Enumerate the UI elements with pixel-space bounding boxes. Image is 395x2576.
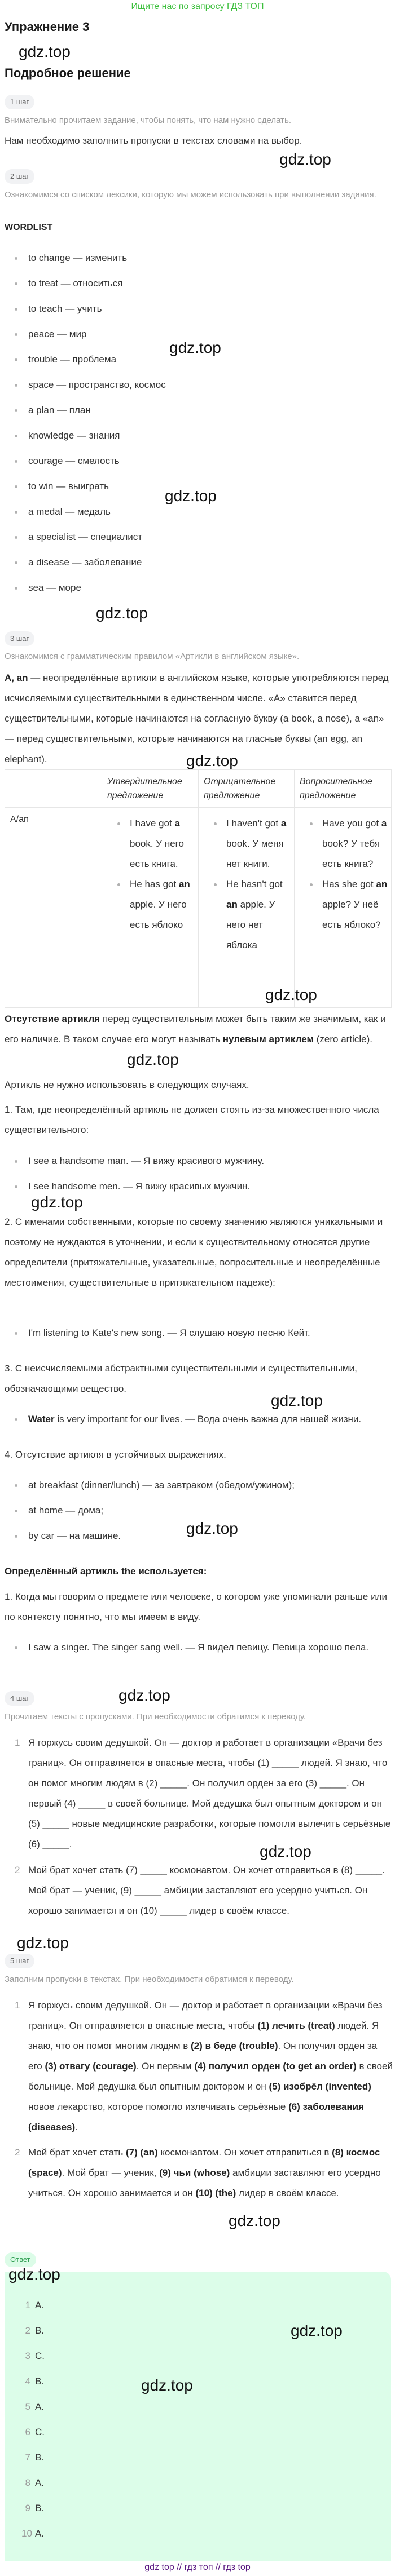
text-segment: book. У него есть книга. <box>130 838 184 869</box>
text-segment: apple. У него есть яблоко <box>130 899 187 930</box>
table-cell <box>295 808 392 1008</box>
item-number: 2 <box>15 1865 20 1875</box>
text-segment: Have you got <box>322 818 381 829</box>
bold-text: a <box>174 818 180 829</box>
watermark: gdz.top <box>265 986 317 1003</box>
bold-text: (10) (the) <box>195 2188 236 2198</box>
answer-number: 10 <box>21 2528 32 2539</box>
item-number: 1 <box>15 2000 20 2011</box>
answer-box <box>5 2272 391 2561</box>
no-article-case-3: 3. С неисчисляемыми абстрактными существительными и существительными, обозначающими вещество. <box>5 1363 357 1394</box>
example-item: I see a handsome man. — Я вижу красивого мужчину. <box>5 1151 393 1171</box>
bold-text: (1) лечить (treat) <box>257 2020 335 2031</box>
item-number: 1 <box>15 1737 20 1748</box>
watermark: gdz.top <box>229 2212 280 2229</box>
example-item: at breakfast (dinner/lunch) — за завтраком (обедом/ужином); <box>5 1475 393 1495</box>
bold-text: a <box>381 818 387 829</box>
watermark: gdz.top <box>118 1687 170 1704</box>
answer-value: B. <box>35 2503 45 2513</box>
example-item <box>322 874 391 935</box>
text-segment: apple? У неё есть яблоко? <box>322 899 381 930</box>
example-item <box>226 813 294 874</box>
answer-value: C. <box>35 2427 45 2437</box>
gap-text: Мой брат хочет стать (7) _____ космонавтом. Он хочет отправиться в (8) _____. Мой брат — ученик, (9) _____ амбиции заставляют его усердно учиться. Он хорошо занимается и он (10) _____ лидер в своём классе. <box>28 1865 385 1916</box>
wordlist-item: knowledge — знания <box>5 426 393 446</box>
gap-text-2 <box>5 1860 393 1921</box>
text-segment: перед существительным может быть таким же значимым, как и его наличие. В таком случае его могут называть <box>5 1013 386 1044</box>
gap-text-1 <box>5 1733 393 1854</box>
answer-value: B. <box>35 2325 45 2336</box>
step-5-hint: Заполним пропуски в текстах. При необходимости обратимся к переводу. <box>5 1975 294 1984</box>
footer-links[interactable]: gdz top // гдз топ // гдз top <box>144 2562 251 2572</box>
watermark: gdz.top <box>271 1392 323 1409</box>
step-1-hint: Внимательно прочитаем задание, чтобы понять, что нам нужно сделать. <box>5 116 292 125</box>
example-item: I'm listening to Kate's new song. — Я слушаю новую песню Кейт. <box>5 1323 393 1343</box>
text-segment: He hasn't got <box>226 879 283 889</box>
wordlist-heading: WORDLIST <box>5 223 53 232</box>
bold-text: (5) изобрёл (invented) <box>269 2081 371 2092</box>
answer-value: C. <box>35 2351 45 2361</box>
watermark: gdz.top <box>165 487 217 504</box>
search-banner[interactable]: Ищите нас по запросу ГДЗ ТОП <box>131 2 264 11</box>
answer-item <box>21 2321 44 2341</box>
answer-number: 7 <box>25 2452 30 2463</box>
wordlist-item: a disease — заболевание <box>5 552 393 573</box>
step-5-badge: 5 шаг <box>5 1954 34 1968</box>
bold-text: (3) отвагу (courage) <box>45 2061 137 2072</box>
watermark: gdz.top <box>186 1520 238 1537</box>
text-segment: book. У меня нет книги. <box>226 838 284 869</box>
text-segment: is very important for our lives. — Вода очень важна для нашей жизни. <box>54 1414 362 1424</box>
watermark: gdz.top <box>260 1843 311 1860</box>
articles-table <box>5 769 392 1008</box>
answer-item <box>21 2346 45 2366</box>
bold-text: A, an <box>5 672 28 683</box>
table-header: Утвердительное предложение <box>102 770 199 808</box>
answer-value: A. <box>35 2477 45 2488</box>
table-row-label: A/an <box>5 808 102 1008</box>
example-item <box>5 1409 393 1429</box>
bold-text: нулевым артиклем <box>222 1034 314 1044</box>
answer-item <box>21 2397 44 2417</box>
answer-number: 5 <box>25 2401 30 2412</box>
watermark: gdz.top <box>279 151 331 168</box>
example-item <box>130 813 198 874</box>
example-item: by car — на машине. <box>5 1526 393 1546</box>
watermark: gdz.top <box>19 43 71 60</box>
text-segment: . Он первым <box>136 2061 195 2072</box>
text-segment: людей. Я знаю, что он помог многим людям в <box>28 2020 379 2051</box>
filled-text <box>28 2147 381 2198</box>
wordlist-item: sea — море <box>5 578 393 598</box>
step-2-hint: Ознакомимся со списком лексики, которую мы можем использовать при выполнении задания. <box>5 190 376 200</box>
watermark: gdz.top <box>169 339 221 356</box>
text-segment: Я горжусь своим дедушкой. Он — доктор и работает в организации «Врачи без границ». Он отправляется в опасные места, чтобы <box>28 2000 383 2031</box>
step-1-badge: 1 шаг <box>5 95 34 109</box>
text-segment: новое лекарство, которое помогло излечивать серьёзные <box>28 2101 289 2112</box>
bold-text: (9) чьи (whose) <box>159 2167 230 2178</box>
watermark: gdz.top <box>291 2322 343 2339</box>
wordlist-item: peace — мир <box>5 324 393 344</box>
text-segment: лидер в своём классе. <box>236 2188 339 2198</box>
answer-item <box>21 2371 44 2392</box>
example-item: at home — дома; <box>5 1501 393 1521</box>
example-item <box>322 813 391 874</box>
wordlist-item: a medal — медаль <box>5 502 393 522</box>
text-segment: apple. У него нет яблока <box>226 899 275 950</box>
answer-number: 4 <box>25 2376 30 2387</box>
no-article-case-2: 2. С именами собственными, которые по своему значению являются уникальными и поэтому не нуждаются в уточнении, и если к существительному относятся другие определители (притяжательные, указательные, вопросительные и неопределённые местоимения, существительные в притяжательном падеже): <box>5 1216 383 1288</box>
answer-value: B. <box>35 2452 45 2463</box>
answer-value: B. <box>35 2376 45 2387</box>
text-segment: космонавтом. Он хочет отправиться в <box>157 2147 332 2158</box>
answer-badge: Ответ <box>5 2252 36 2267</box>
text-segment: в своей больнице. Мой дедушка был опытным доктором и он <box>28 2061 393 2092</box>
wordlist-item: to treat — относиться <box>5 273 393 294</box>
bold-text: (2) в беде (trouble) <box>190 2041 278 2051</box>
page-title: Упражнение 3 <box>5 20 90 34</box>
wordlist-item: trouble — проблема <box>5 349 393 370</box>
watermark: gdz.top <box>31 1193 83 1211</box>
table-header <box>5 770 102 808</box>
text-segment: Мой брат хочет стать <box>28 2147 126 2158</box>
example-item: I see handsome men. — Я вижу красивых мужчин. <box>5 1176 393 1197</box>
bold-text: an <box>376 879 388 889</box>
item-number: 2 <box>15 2147 20 2158</box>
text-segment: Has she got <box>322 879 376 889</box>
text-segment: . <box>75 2122 78 2132</box>
bold-text: (7) (an) <box>126 2147 158 2158</box>
table-cell <box>102 808 199 1008</box>
wordlist-item: to change — изменить <box>5 248 393 268</box>
wordlist-item: space — пространство, космос <box>5 375 393 395</box>
definite-article-heading: Определённый артикль the используется: <box>5 1566 207 1577</box>
no-article-case-1: 1. Там, где неопределённый артикль не должен стоять из-за множественного числа существительного: <box>5 1104 379 1135</box>
no-article-intro: Артикль не нужно использовать в следующих случаях. <box>5 1079 249 1090</box>
text-segment: — неопределённые артикли в английском языке, которые употребляются перед исчисляемыми существительными в единственном числе. «A» ставится перед существительными, которые начинаются на согласную букву (a book, a nose), а «an» — перед существительными, которые начинаются на гласные буквы (an egg, an elephant). <box>5 672 389 764</box>
text-segment: (zero article). <box>314 1034 372 1044</box>
bold-text: (4) получил орден (to get an order) <box>194 2061 357 2072</box>
wordlist-item: to win — выиграть <box>5 476 393 497</box>
bold-text: an <box>178 879 190 889</box>
wordlist-item: a plan — план <box>5 400 393 421</box>
watermark: gdz.top <box>186 752 238 769</box>
answer-item <box>21 2473 44 2493</box>
table-header-row <box>5 770 392 808</box>
watermark: gdz.top <box>8 2265 60 2283</box>
wordlist-item: to teach — учить <box>5 299 393 319</box>
text-segment: book? У тебя есть книга? <box>322 838 380 869</box>
text-segment: I have got <box>130 818 175 829</box>
table-header: Вопросительное предложение <box>295 770 392 808</box>
gap-text: Я горжусь своим дедушкой. Он — доктор и работает в организации «Врачи без границ». Он отправляется в опасные места, чтобы (1) _____ людей. Я знаю, что он помог многим людям в (2) _____. Он получил орден за его (3) _____. Он первый (4) _____ в своей больнице. Мой дедушка был опытным доктором и он (5) _____ новые медицинские разработки, которые помогли вылечить серьёзные (6) _____. <box>28 1737 391 1849</box>
bold-text: a <box>280 818 287 829</box>
text-segment: I haven't got <box>226 818 281 829</box>
watermark: gdz.top <box>96 604 148 622</box>
filled-text <box>28 2000 393 2132</box>
watermark: gdz.top <box>141 2376 193 2394</box>
text-segment: He has got <box>130 879 179 889</box>
answer-item <box>21 2447 44 2468</box>
step-1-text: Нам необходимо заполнить пропуски в текстах словами на выбор. <box>5 135 302 146</box>
example-item <box>130 874 198 935</box>
text-segment: . Мой брат — ученик, <box>62 2167 160 2178</box>
table-cell <box>199 808 295 1008</box>
filled-text-2 <box>5 2143 393 2203</box>
answer-item <box>21 2498 44 2519</box>
watermark: gdz.top <box>127 1051 179 1068</box>
watermark: gdz.top <box>17 1934 69 1951</box>
answer-number: 8 <box>25 2477 30 2488</box>
answer-value: A. <box>35 2528 45 2539</box>
no-article-case-4: 4. Отсутствие артикля в устойчивых выражениях. <box>5 1449 226 1460</box>
wordlist-item: courage — смелость <box>5 451 393 471</box>
solution-heading: Подробное решение <box>5 66 131 80</box>
example-item: I saw a singer. The singer sang well. — Я видел певицу. Певица хорошо пела. <box>5 1637 393 1658</box>
table-header: Отрицательное предложение <box>199 770 295 808</box>
wordlist-item: a specialist — специалист <box>5 527 393 547</box>
zero-article-text <box>5 1009 393 1050</box>
text-segment: . Он получил орден за его <box>28 2041 378 2072</box>
filled-text-1 <box>5 1995 393 2137</box>
bold-text: (8) космос (space) <box>28 2147 380 2178</box>
answer-value: A. <box>35 2300 45 2311</box>
bold-text: Water <box>28 1414 55 1424</box>
bold-text: Отсутствие артикля <box>5 1013 100 1024</box>
example-item <box>226 874 294 955</box>
definite-case-1: 1. Когда мы говорим о предмете или человеке, о котором уже упоминали раньше или по контексту понятно, что мы имеем в виду. <box>5 1591 388 1622</box>
bold-text: an <box>226 899 238 910</box>
text-segment: амбиции заставляют его усердно учиться. Он хорошо занимается и он <box>28 2167 381 2198</box>
step-2-badge: 2 шаг <box>5 169 34 184</box>
step-4-badge: 4 шаг <box>5 1691 34 1706</box>
answer-number: 6 <box>25 2427 30 2437</box>
answer-number: 3 <box>25 2351 30 2361</box>
step-3-badge: 3 шаг <box>5 631 34 646</box>
answer-number: 1 <box>25 2300 30 2311</box>
answer-item <box>21 2295 44 2316</box>
table-row <box>5 808 392 1008</box>
step-4-hint: Прочитаем тексты с пропусками. При необходимости обратимся к переводу. <box>5 1712 306 1721</box>
answer-item <box>21 2524 44 2544</box>
answer-value: A. <box>35 2401 45 2412</box>
answer-item <box>21 2422 45 2442</box>
answer-number: 2 <box>25 2325 30 2336</box>
answer-number: 9 <box>25 2503 30 2513</box>
step-3-hint: Ознакомимся с грамматическим правилом «Артикли в английском языке». <box>5 652 300 661</box>
bold-text: (6) заболевания (diseases) <box>28 2101 365 2132</box>
